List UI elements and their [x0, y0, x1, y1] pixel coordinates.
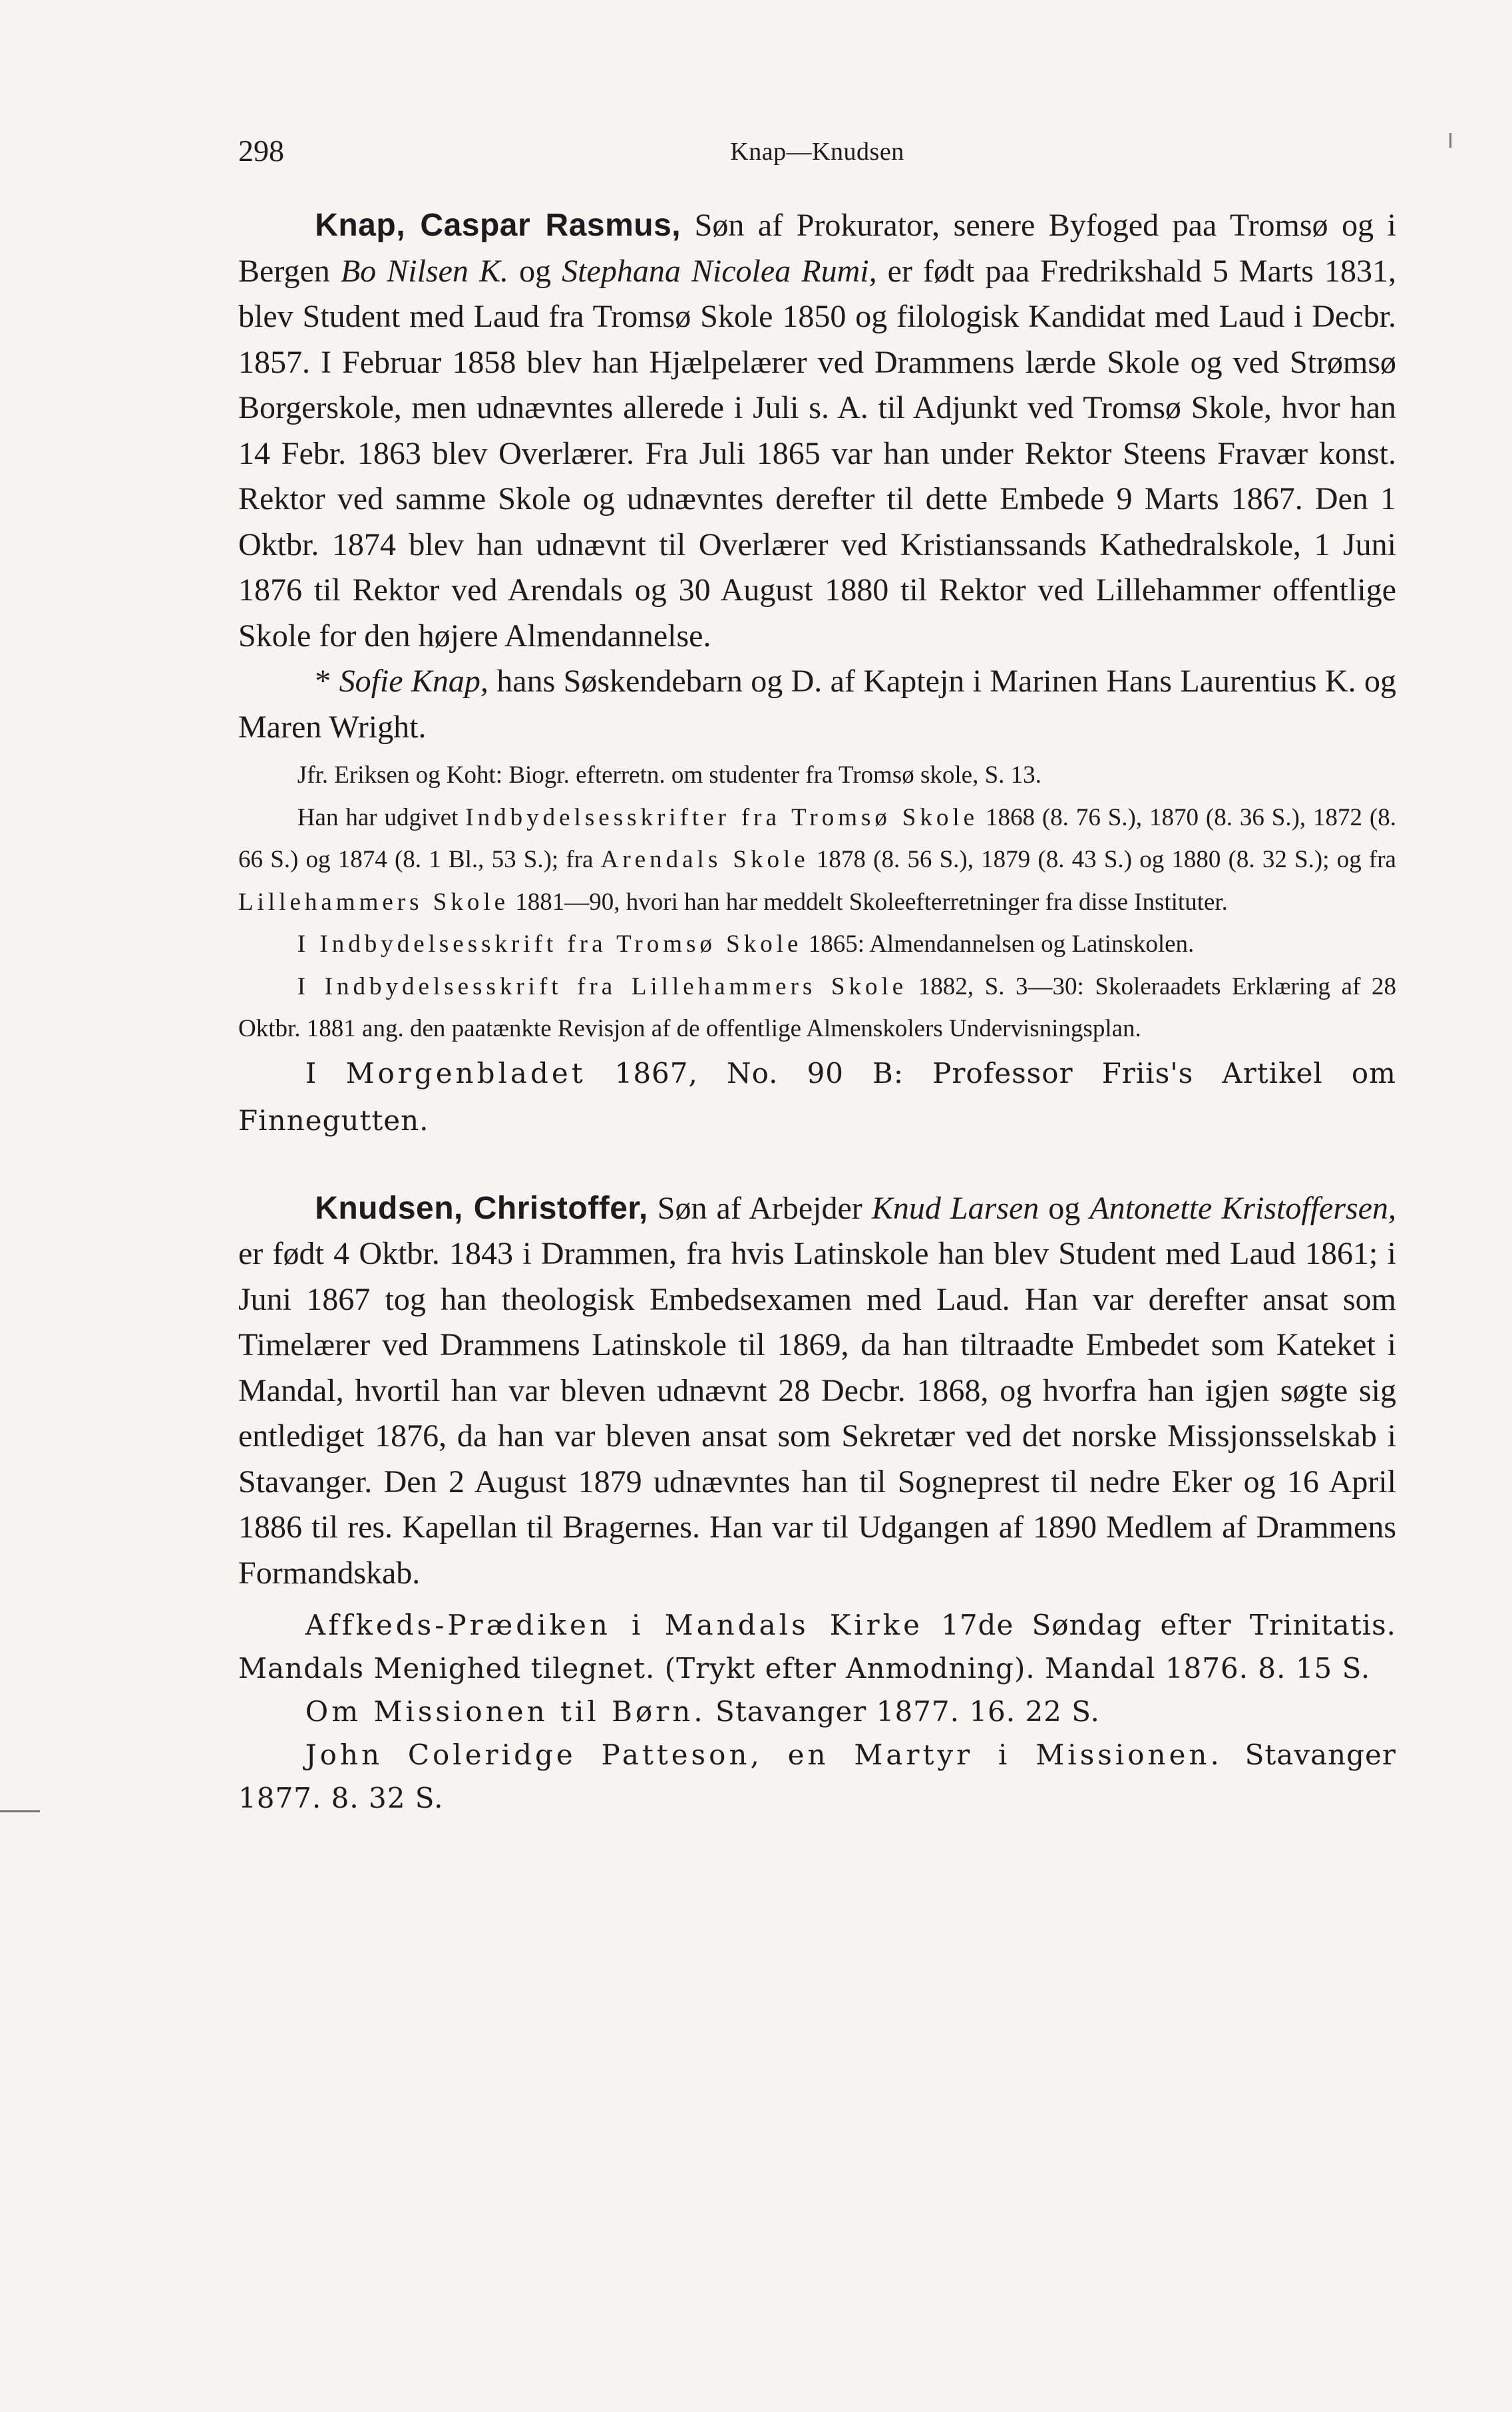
father-name: Bo Nilsen K. [340, 253, 508, 289]
spouse-text: hans Søskendebarn og D. af Kaptejn i Marinen Hans Laurentius K. og Maren Wright. [238, 664, 1396, 745]
page-number: 298 [238, 134, 284, 168]
spouse-marker: * [315, 664, 339, 699]
note-text: 1868 (8. 76 S.), 1870 (8. 36 S.), 1872 (8. 66 S.) og 1874 (8. 1 Bl., 53 S.); fra [238, 803, 1396, 873]
entry-text: Søn af Prokurator, senere Byfoged paa Tromsø og i Bergen [238, 208, 1396, 289]
morgenbladet-note [238, 1050, 1396, 1145]
fraktur-spaced-text: Om Missionen til Børn. [305, 1695, 706, 1728]
fraktur-spaced-text: John Coleridge Patteson, en Martyr i Missionen. [305, 1738, 1223, 1771]
spouse-paragraph [238, 659, 1396, 750]
entry-text: er født 4 Oktbr. 1843 i Drammen, fra hvis Latinskole han blev Student med Laud 1861; i Juni 1867 tog han theologisk Embedsexamen med Laud. Han var derefter ansat som Timelærer ved Drammens Latinskole til 1869, da han tiltraadte Embedet som Kateket i Mandal, hvortil han var bleven udnævnt 28 Decbr. 1868, og hvorfra han igjen søgte sig entlediget 1876, da han var bleven ansat som Sekretær ved det norske Missjonsselskab i Stavanger. Den 2 August 1879 udnævntes han til Sogneprest til nedre Eker og 16 April 1886 til res. Kapellan til Bragernes. Han var til Udgangen af 1890 Medlem af Drammens Formandskab. [238, 1236, 1396, 1591]
mother-name: Antonette Kristoffersen, [1089, 1190, 1397, 1226]
note-text: 1881—90, hvori han har meddelt Skoleefterretninger fra disse Instituter. [509, 888, 1228, 916]
tromso-writing-note [238, 923, 1396, 966]
publications-note [238, 797, 1396, 924]
fraktur-text: Stavanger 1877. 16. 22 S. [705, 1695, 1100, 1728]
reference-note: Jfr. Eriksen og Koht: Biogr. efterretn. om studenter fra Tromsø skole, S. 13. [297, 761, 1041, 789]
entry-text: er født paa Fredrikshald 5 Marts 1831, blev Student med Laud fra Tromsø Skole 1850 og filologisk Kandidat med Laud i Decbr. 1857. I Februar 1858 blev han Hjælpelærer ved Drammens lærde Skole og ved Strømsø Borgerskole, men udnævntes allerede i Juli s. A. til Adjunkt ved Tromsø Skole, hvor han 14 Febr. 1863 blev Overlærer. Fra Juli 1865 var han under Rektor Steens Fravær konst. Rektor ved samme Skole og udnævntes derefter til dette Embede 9 Marts 1867. Den 1 Oktbr. 1874 blev han udnævnt til Overlærer ved Kristianssands Kathedralskole, 1 Juni 1876 til Rektor ved Arendals og 30 August 1880 til Rektor ved Lillehammer offentlige Skole for den højere Almendannelse. [238, 253, 1396, 654]
note-spaced-text: I Indbydelsesskrift fra Lillehammers Skole [297, 972, 908, 1000]
fraktur-spaced-text: Morgenbladet [345, 1056, 586, 1090]
entry-paragraph [238, 203, 1396, 659]
note-spaced-text: I Indbydelsesskrift fra Tromsø Skole [297, 930, 803, 958]
note-text: Han har udgivet [297, 803, 466, 831]
note-text: 1865: Almendannelsen og Latinskolen. [802, 930, 1195, 958]
entry-text: og [1039, 1190, 1090, 1226]
fraktur-text: 17de Søndag efter Trinitatis. Mandals Menighed tilegnet. (Trykt efter Anmodning). Mandal 1876. 8. 15 S. [238, 1609, 1396, 1685]
note-spaced-text: Lillehammers Skole [238, 888, 510, 916]
biography-entry-knap [238, 203, 1396, 1145]
publication-sermon [238, 1604, 1396, 1691]
note-text: 1882, S. 3—30: Skoleraadets Erklæring af 28 Oktbr. 1881 ang. den paatænkte Revisjon af de offentlige Almenskolers Undervisningsplan. [238, 972, 1396, 1042]
father-name: Knud Larsen [871, 1190, 1040, 1226]
margin-mark [1449, 133, 1451, 148]
page-header [238, 133, 1396, 173]
entry-name: Knap, Caspar Rasmus, [315, 208, 681, 243]
fraktur-spaced-text: Affkeds-Prædiken i Mandals Kirke [305, 1609, 923, 1641]
spouse-name: Sofie Knap, [339, 664, 488, 699]
entry-name: Knudsen, Christoffer, [315, 1190, 648, 1226]
fraktur-text: I [305, 1056, 346, 1090]
note-spaced-text: Indbydelsesskrifter fra Tromsø Skole [465, 803, 979, 831]
running-head: Knap—Knudsen [730, 138, 904, 166]
mother-name: Stephana Nicolea Rumi, [562, 253, 877, 289]
entry-text: Søn af Arbejder [648, 1190, 872, 1226]
note-spaced-text: Arendals Skole [600, 846, 809, 873]
publication-missions [238, 1691, 1396, 1734]
note-text: 1878 (8. 56 S.), 1879 (8. 43 S.) og 1880 (8. 32 S.); og fra [809, 846, 1396, 873]
margin-mark [0, 1810, 40, 1812]
fraktur-text: Stavanger 1877. 8. 32 S. [238, 1738, 1396, 1814]
page-body [238, 203, 1396, 1820]
publication-patteson [238, 1734, 1396, 1820]
biography-entry-knudsen [238, 1186, 1396, 1821]
fraktur-text: 1867, No. 90 B: Professor Friis's Artikel om Finnegutten. [238, 1056, 1396, 1137]
entry-text: og [508, 253, 562, 289]
entry-paragraph [238, 1186, 1396, 1597]
lillehammer-writing-note [238, 966, 1396, 1050]
